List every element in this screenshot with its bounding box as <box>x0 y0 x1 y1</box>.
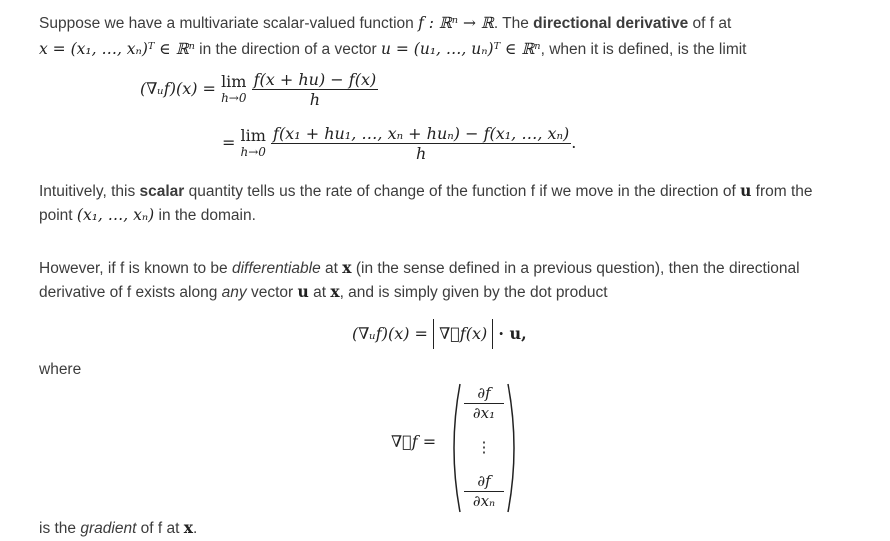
difference-quotient-components: $\frac{\text{f(x₁ + hu₁, …, xₙ + huₙ) − f(x₁, …, xₙ)}}{h}$ <box>273 124 570 163</box>
para1-line2: x = (x₁, …, xₙ)ᵀ ∈ ℝⁿ in the direction of a vector u = (u₁, …, uₙ)ᵀ ∈ ℝⁿ, when it is defined, is the limit <box>39 40 747 58</box>
point-x-math: x = (x₁, …, xₙ)ᵀ ∈ ℝⁿ <box>39 40 195 58</box>
para2-line1: Intuitively, this scalar quantity tells us the rate of change of the function f if we move in the direction of u from the <box>39 181 813 200</box>
para4: is the gradient of f at x. <box>39 518 198 537</box>
para3-line1: However, if f is known to be differentiable at x (in the sense defined in a previous question), then the directional <box>39 258 800 277</box>
limit-definition-line2: = lim h→0 $\frac{\text{f(x₁ + hu₁, …, xₙ + huₙ) − f(x₁, …, xₙ)}}{h}$ . <box>222 124 577 163</box>
dot-product-equation: (∇ᵤf)(x) = ∇⃗f(x) · u, <box>352 316 527 352</box>
limit-operator-2: lim h→0 <box>240 125 266 159</box>
scalar-term: scalar <box>139 183 185 200</box>
partial-xn: $\frac{\partial f}{\text{∂xₙ}}$ <box>464 472 504 511</box>
function-signature-math: f : ℝⁿ → ℝ <box>418 14 494 32</box>
gradient-lhs: ∇⃗f = <box>391 432 437 451</box>
directional-derivative-term: directional derivative <box>533 15 689 32</box>
differentiable-term: differentiable <box>231 260 321 277</box>
where-label: where <box>39 361 82 378</box>
gradient-term: gradient <box>80 520 137 537</box>
para1-line1: Suppose we have a multivariate scalar-valued function f : ℝⁿ → ℝ. The directional derivative of f at <box>39 14 732 32</box>
limit-operator: lim h→0 <box>221 71 247 105</box>
gradient-vector <box>448 380 520 516</box>
difference-quotient: $\frac{f(x + hu) - f(x)}{h}$ <box>253 70 377 109</box>
vector-u-math: u = (u₁, …, uₙ)ᵀ ∈ ℝⁿ <box>380 40 541 58</box>
limit-definition-line1: (∇ᵤf)(x) = lim h→0 $\frac{f(x + hu) - f(x)}{h}$ <box>140 70 377 109</box>
partial-x1: $\frac{\partial f}{\text{∂x₁}}$ <box>464 384 504 423</box>
vertical-dots: ⋮ <box>476 438 492 456</box>
gradient-bracket: ∇⃗f(x) <box>433 319 493 349</box>
para3-line2: derivative of f exists along any vector u at x, and is simply given by the dot product <box>39 282 608 301</box>
para2-line2: point (x₁, …, xₙ) in the domain. <box>39 206 256 224</box>
